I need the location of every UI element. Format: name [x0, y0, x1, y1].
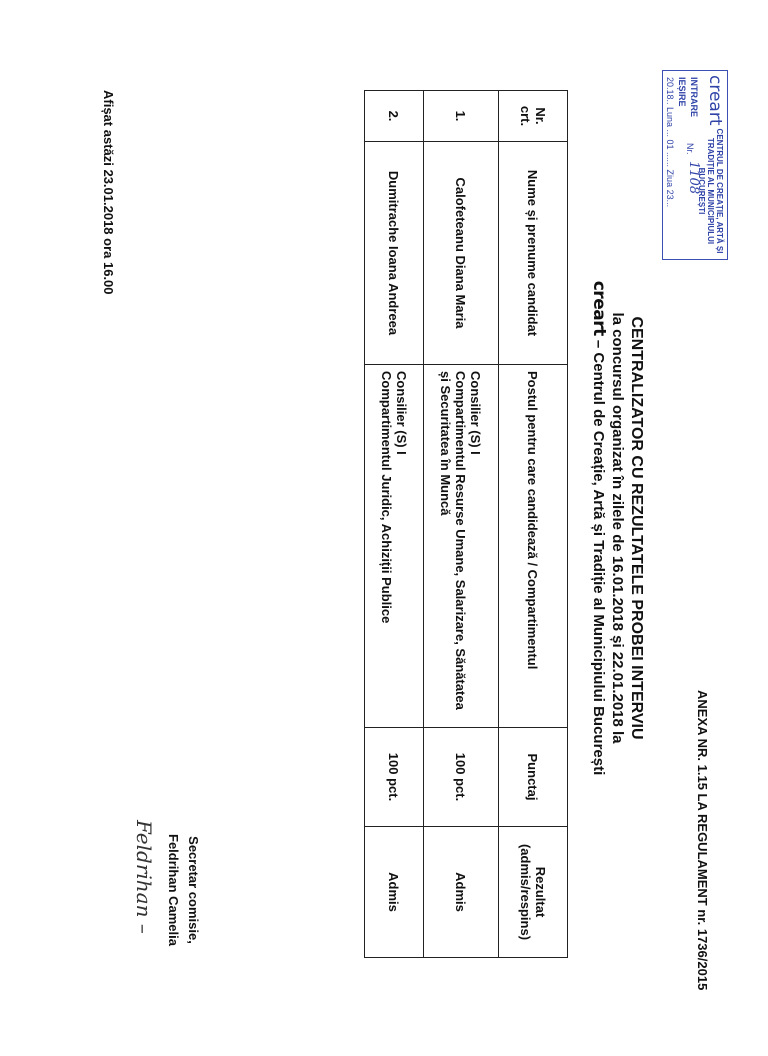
row-result: Admis	[424, 827, 499, 958]
stamp-organization: CENTRUL DE CREAȚIE, ARTĂ ȘI TRADIȚIE AL MUNICIPIULUI BUCUREȘTI	[697, 128, 724, 254]
header-name: Nume și prenume candidat	[499, 142, 568, 365]
stamp-nr-label: Nr.	[685, 143, 695, 155]
stamp-logo: creart	[705, 75, 725, 126]
page-title: CENTRALIZATOR CU REZULTATELE PROBEI INTERVIU	[628, 316, 645, 740]
row-dept: Compartimentul Resurse Umane, Salarizare, Sănătatea și Securitatea în Muncă	[438, 371, 469, 710]
row-result: Admis	[365, 827, 424, 958]
stamp-nr-value: 1108	[686, 161, 701, 195]
table-header-row	[499, 91, 568, 958]
signature: Feldrihan –	[132, 820, 156, 934]
stamp-iesire: IEȘIRE	[677, 77, 687, 107]
stamp-intrare: INTRARE	[689, 77, 699, 117]
header-post: Postul pentru care candidează / Compartimentul	[499, 365, 568, 728]
institution-name: – Centrul de Creație, Artă și Tradiție al Municipiului București	[590, 335, 607, 776]
row-post: Consilier (S) I	[468, 371, 484, 455]
posted-date: Afișat astăzi 23.01.2018 ora 16.00	[101, 90, 116, 295]
header-result: Rezultat (admis/respins)	[499, 827, 568, 958]
row-post: Consilier (S) I	[394, 371, 409, 455]
results-table	[364, 90, 568, 958]
title-block	[589, 0, 646, 1056]
registration-stamp	[662, 70, 728, 260]
header-nr: Nr. crt.	[499, 91, 568, 142]
table-row	[365, 91, 424, 958]
row-nr: 1.	[424, 91, 499, 142]
annex-header: ANEXA NR. 1.15 LA REGULAMENT nr. 1736/2015	[695, 690, 710, 991]
row-dept: Compartimentul Juridic, Achiziții Publice	[379, 371, 394, 624]
row-name: Calofeteanu Diana Maria	[424, 142, 499, 365]
secretary-block	[163, 820, 203, 960]
row-name: Dumitrache Ioana Andreea	[365, 142, 424, 365]
table-row	[424, 91, 499, 958]
title-institution	[589, 0, 608, 1056]
brand-logo: creart	[589, 280, 609, 336]
row-score: 100 pct.	[365, 728, 424, 827]
row-post-cell	[424, 365, 499, 728]
secretary-name: Feldrihan Camelia	[166, 834, 181, 946]
stamp-date: 20.18.. Luna ... 01 ...... Ziua 23...	[665, 77, 675, 208]
header-score: Punctaj	[499, 728, 568, 827]
title-subline: la concursul organizat în zilele de 16.01.2018 și 22.01.2018 la	[609, 312, 626, 744]
row-nr: 2.	[365, 91, 424, 142]
row-score: 100 pct.	[424, 728, 499, 827]
row-post-cell	[365, 365, 424, 728]
secretary-role: Secretar comisie,	[186, 836, 201, 944]
